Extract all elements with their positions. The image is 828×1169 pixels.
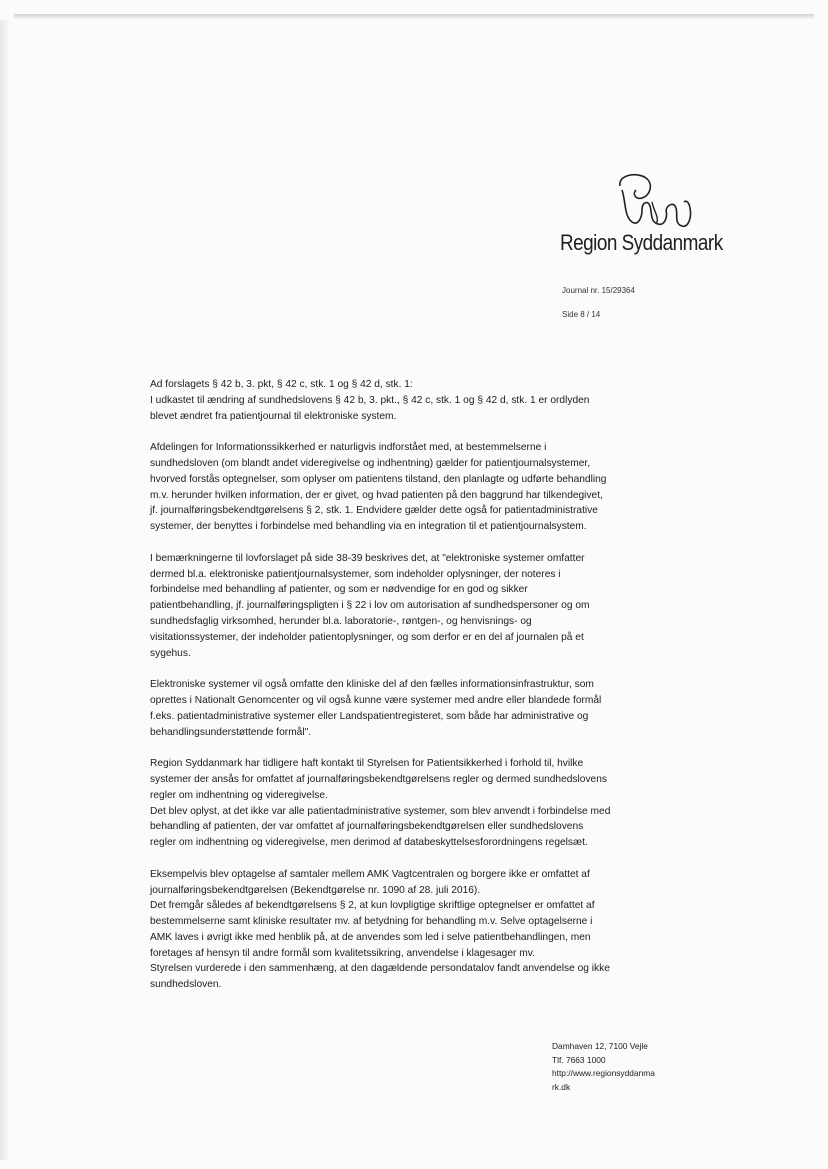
paragraph bbox=[150, 440, 650, 535]
paragraph bbox=[150, 377, 650, 424]
text-line: m.v. herunder hvilken information, der er givet, og hvad patienten på den baggrund har tilkendegivet, bbox=[150, 489, 603, 501]
text-line: Region Syddanmark har tidligere haft kontakt til Styrelsen for Patientsikkerhed i forhold til, hvilke bbox=[150, 758, 584, 770]
text-line: AMK laves i øvrigt ikke med henblik på, at de anvendes som led i selve patientbehandlingen, men bbox=[150, 931, 591, 943]
footer-contact bbox=[552, 1040, 655, 1094]
text-line: sundhedsloven (om blandt andet videregivelse og indhentning) gælder for patientjournalsystemer, bbox=[150, 457, 591, 469]
scan-edge-top bbox=[14, 14, 814, 20]
text-line: hvorved forstås optegnelser, som oplyser om patientens tilstand, den planlagte og udførte behandling bbox=[150, 473, 607, 485]
text-line: journalføringsbekendtgørelsen (Bekendtgørelse nr. 1090 af 28. juli 2016). bbox=[150, 884, 481, 896]
text-line: systemer der ansås for omfattet af journalføringsbekendtgørelsens regler og dermed sundhedslovens bbox=[150, 773, 607, 785]
text-line: dermed bl.a. elektroniske patientjournalsystemer, som indeholder oplysninger, der noteres i bbox=[150, 568, 561, 580]
footer-address: Damhaven 12, 7100 Vejle bbox=[552, 1041, 648, 1051]
paragraph bbox=[150, 756, 650, 851]
text-line: Det fremgår således af bekendtgørelsens § 2, at kun lovpligtige skriftlige optegnelser er omfattet af bbox=[150, 900, 595, 912]
text-line: regler om indhentning og videregivelse, men derimod af databeskyttelsesforordningens regelsæt. bbox=[150, 837, 588, 849]
paragraph bbox=[150, 867, 650, 993]
text-line: behandling af patienten, der var omfattet af journalføringsbekendtgørelsen eller sundhedslovens bbox=[150, 821, 584, 833]
text-line: regler om indhentning og videregivelse. bbox=[150, 789, 328, 801]
text-line: visitationssystemer, der indeholder patientoplysninger, og som derfor er en del af journalen på et bbox=[150, 631, 584, 643]
text-line: Afdelingen for Informationssikkerhed er naturligvis indforstået med, at bestemmelserne i bbox=[150, 442, 547, 454]
page-number: Side 8 / 14 bbox=[562, 310, 601, 319]
text-line: blevet ændret fra patientjournal til elektroniske system. bbox=[150, 410, 397, 422]
paragraph bbox=[150, 677, 650, 740]
text-line: bestemmelserne samt kliniske resultater mv. af betydning for behandling m.v. Selve optagelserne i bbox=[150, 916, 593, 928]
text-line: oprettes i Nationalt Genomcenter og vil også kunne være systemer med andre eller blandede formål bbox=[150, 694, 602, 706]
text-line: forbindelse med behandling af patienter, og som er nødvendige for en god og sikker bbox=[150, 584, 528, 596]
footer-url-link-continued[interactable]: rk.dk bbox=[552, 1081, 571, 1092]
text-line: systemer, der benyttes i forbindelse med behandling via en integration til et patientjournalsystem. bbox=[150, 521, 587, 533]
letter-body bbox=[150, 377, 650, 1009]
text-line: behandlingsunderstøttende formål". bbox=[150, 726, 312, 738]
text-line: foretages af hensyn til andre formål som kvalitetssikring, anvendelse i klagesager mv. bbox=[150, 947, 535, 959]
text-line: sundhedsloven. bbox=[150, 979, 222, 991]
journal-number: Journal nr. 15/29364 bbox=[562, 286, 635, 295]
paragraph bbox=[150, 551, 650, 662]
footer-phone: Tlf. 7663 1000 bbox=[552, 1054, 606, 1065]
text-line: sygehus. bbox=[150, 647, 191, 659]
footer-url-link[interactable]: http://www.regionsyddanma bbox=[552, 1068, 655, 1078]
text-line: Eksempelvis blev optagelse af samtaler mellem AMK Vagtcentralen og borgere ikke er omfattet af bbox=[150, 868, 590, 880]
logo-wordmark: Region Syddanmark bbox=[560, 230, 723, 255]
region-syddanmark-logo bbox=[560, 170, 730, 262]
text-line: Elektroniske systemer vil også omfatte den kliniske del af den fælles informationsinfrastruktur, som bbox=[150, 679, 594, 691]
text-line: I bemærkningerne til lovforslaget på side 38-39 beskrives det, at "elektroniske systemer omfatter bbox=[150, 552, 585, 564]
text-line: patientbehandling, jf. journalføringspligten i § 22 i lov om autorisation af sundhedspersoner og om bbox=[150, 600, 590, 612]
scan-edge-left bbox=[0, 20, 10, 1160]
logo-mark-icon bbox=[612, 172, 712, 234]
text-line: f.eks. patientadministrative systemer eller Landspatientregisteret, som både har administrative og bbox=[150, 710, 589, 722]
text-line: Ad forslagets § 42 b, 3. pkt, § 42 c, stk. 1 og § 42 d, stk. 1: bbox=[150, 379, 413, 390]
text-line: Styrelsen vurderede i den sammenhæng, at den dagældende persondatalov fandt anvendelse og ikke bbox=[150, 963, 610, 975]
text-line: sundhedsfaglig virksomhed, herunder bl.a. laboratorie-, røntgen-, og henvisnings- og bbox=[150, 615, 532, 627]
text-line: I udkastet til ændring af sundhedslovens § 42 b, 3. pkt., § 42 c, stk. 1 og § 42 d, stk. 1 er ordlyden bbox=[150, 394, 590, 406]
text-line: Det blev oplyst, at det ikke var alle patientadministrative systemer, som blev anvendt i forbindelse med bbox=[150, 805, 611, 817]
text-line: jf. journalføringsbekendtgørelsens § 2, stk. 1. Endvidere gælder dette også for patientadministrative bbox=[150, 505, 598, 517]
